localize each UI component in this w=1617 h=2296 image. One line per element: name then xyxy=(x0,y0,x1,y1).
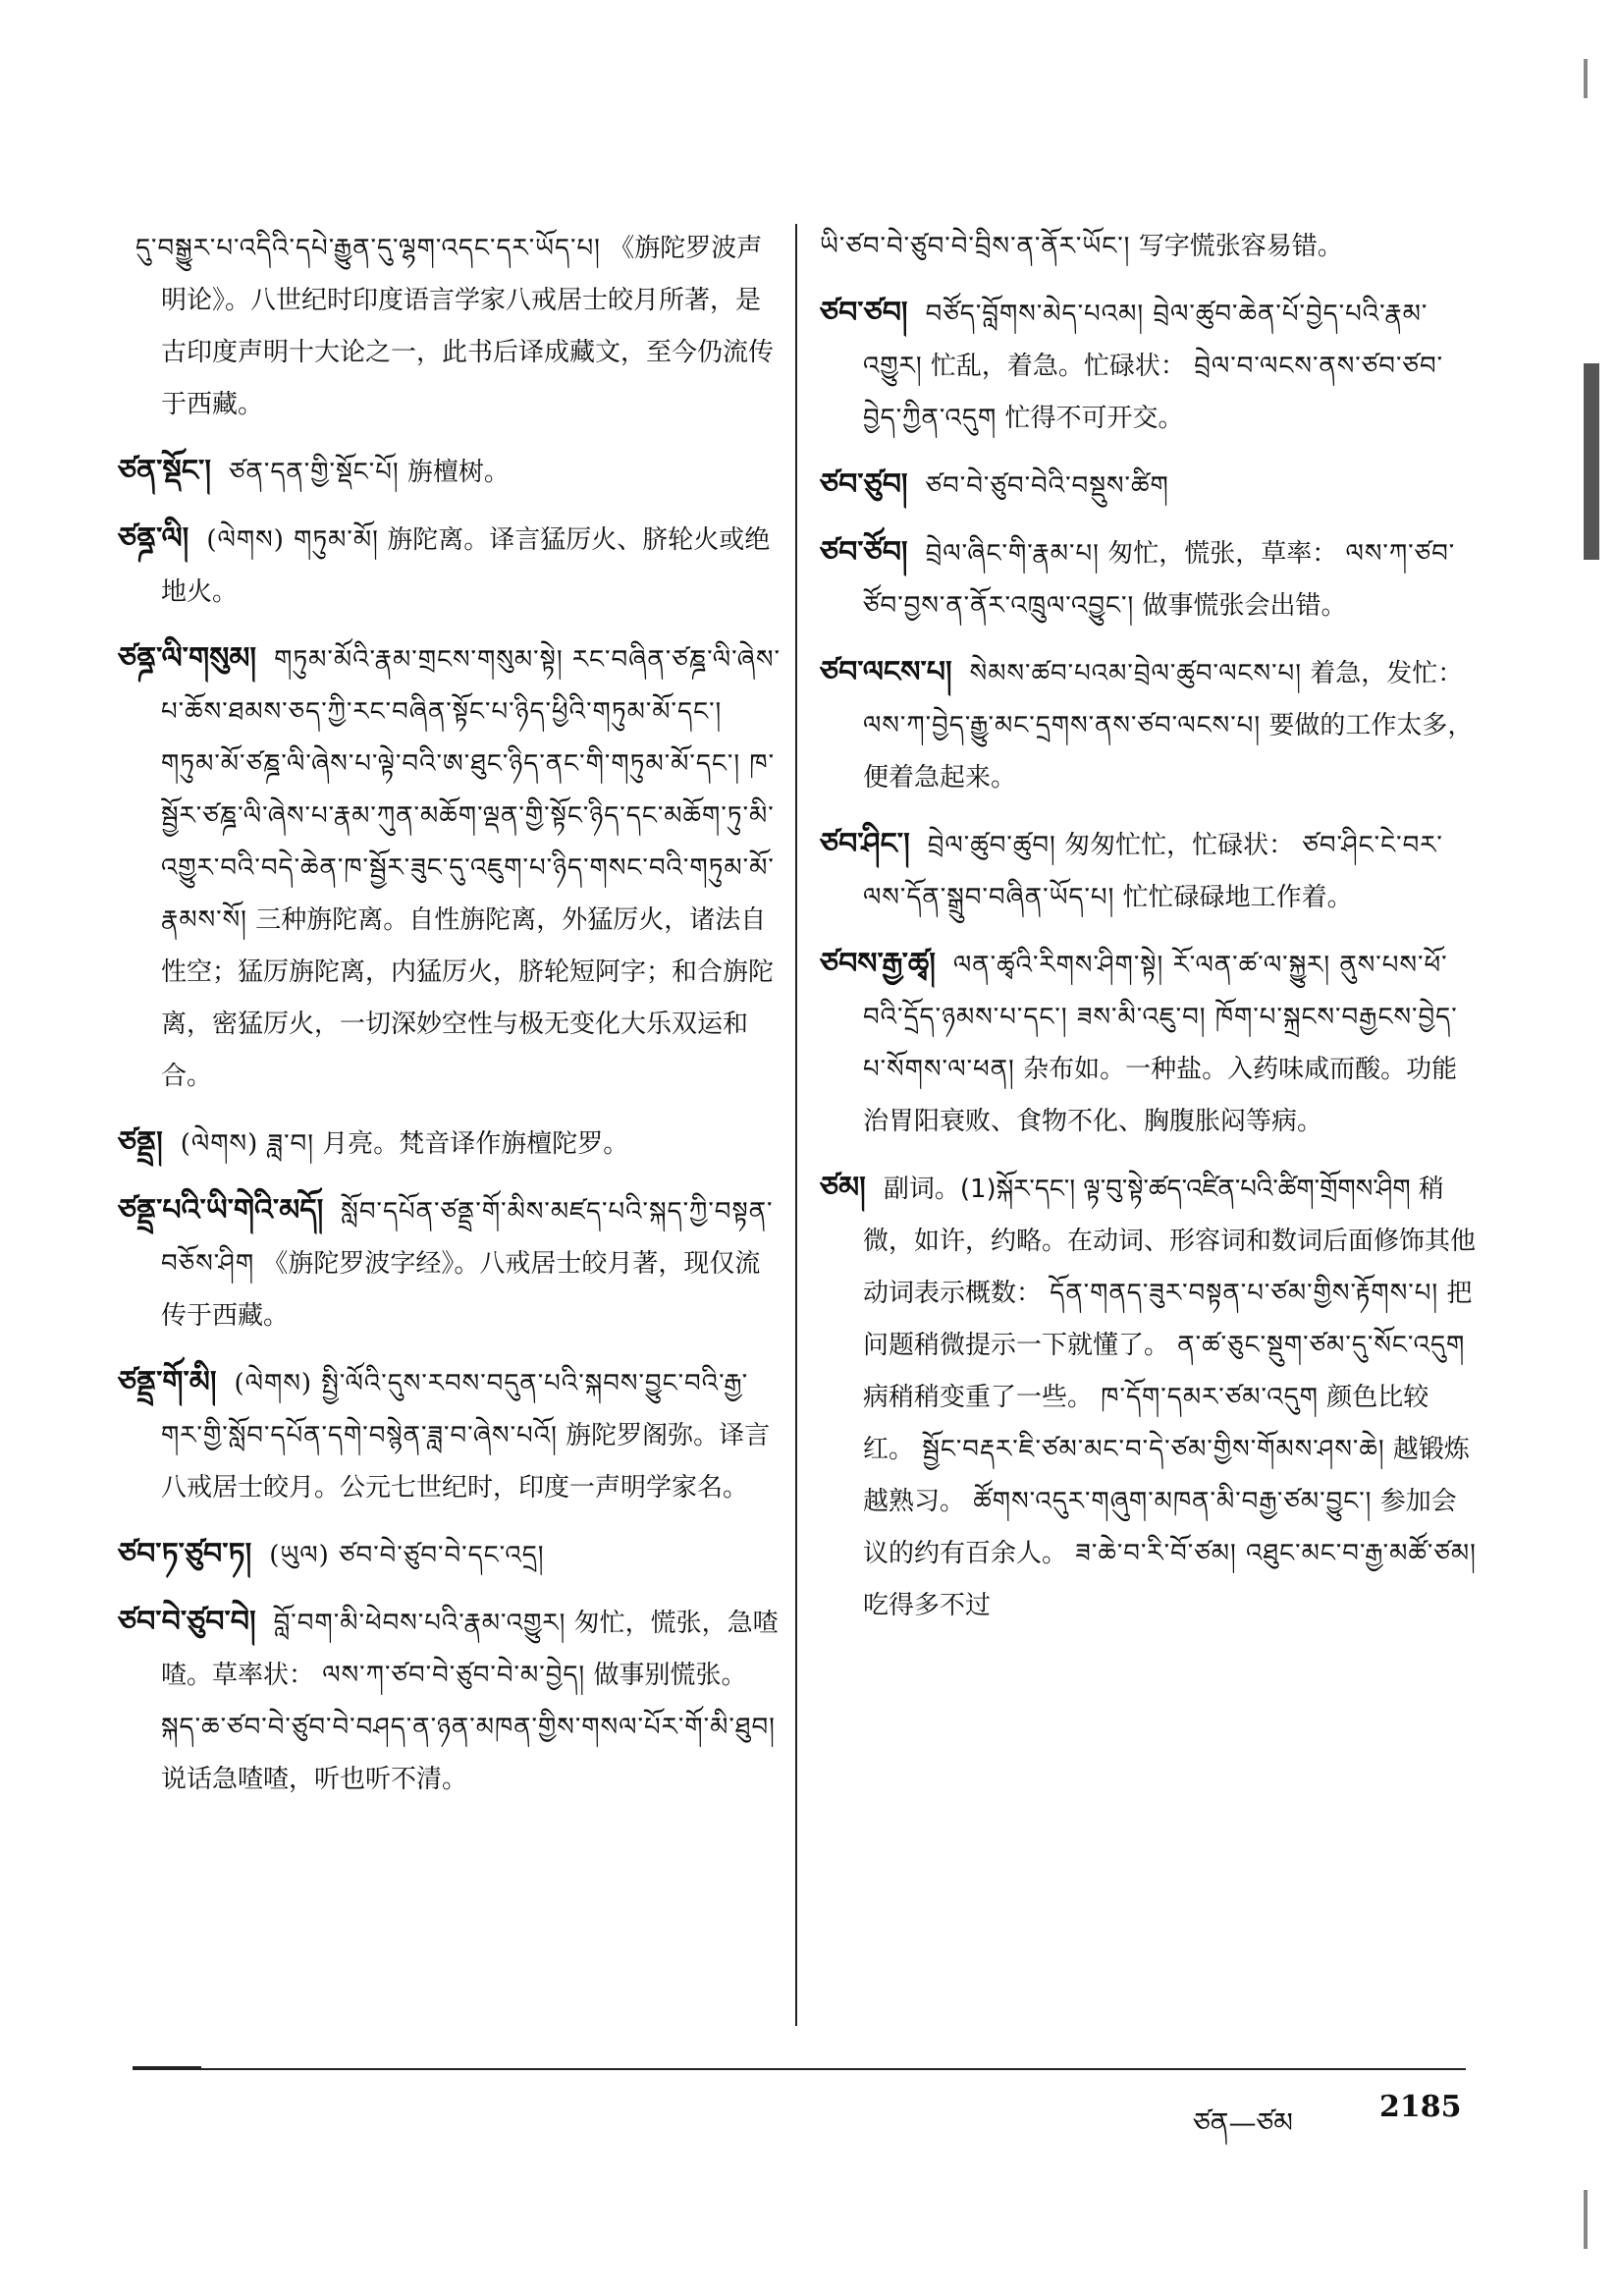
tibetan-example: ཟ་ཆེ་བ་རི་བོ་ཙམ། འཐུང་མང་བ་རྒྱ་མཚོ་ཙམ། xyxy=(1075,1539,1477,1568)
chinese-definition: 匆忙，慌张，急喳喳。草率状： xyxy=(161,1609,779,1690)
chinese-definition: 杂布如。一种盐。入药味咸而酸。功能治胃阳衰败、食物不化、胸腹胀闷等病。 xyxy=(863,1055,1458,1136)
dictionary-entry xyxy=(820,646,1478,804)
dictionary-entry xyxy=(820,221,1478,273)
dictionary-entry xyxy=(820,526,1478,632)
entry-headword: ཙནྡྲ། xyxy=(118,1125,163,1160)
chinese-definition: 忙乱，着急。忙碌状： xyxy=(930,352,1186,381)
chinese-example: 要做的工作太多，便着急起来。 xyxy=(863,711,1474,793)
tibetan-definition: དུ་བསྒྱུར་པ་འདིའི་དཔེ་རྒྱུན་དུ་ལྷག་འདང་དར་ཡོད་པ། xyxy=(135,234,601,263)
tibetan-definition: (ཡུལ) ཙབ་བེ་ཙུབ་བེ་དང་འདྲ། xyxy=(269,1541,545,1570)
tibetan-example: ལས་ཀ་བྱེད་རྒྱུ་མང་དྲགས་ནས་ཙབ་ལངས་པ། xyxy=(863,711,1262,740)
entry-headword: ཙབ་ཙོབ། xyxy=(820,535,908,570)
entry-headword: ཙནྡྲ་པའི་ཡི་གེའི་མདོ། xyxy=(118,1193,324,1228)
chinese-definition: 月亮。梵音译作旃檀陀罗。 xyxy=(322,1129,629,1159)
chinese-example: 说话急喳喳，听也听不清。 xyxy=(161,1765,468,1794)
tibetan-example: ཙབ་ཤིང་ངེ་བར་ལས་དོན་སྒྲུབ་བཞིན་ཡོད་པ། xyxy=(863,831,1443,912)
dictionary-entry xyxy=(118,1596,785,1806)
dictionary-entry xyxy=(118,1528,785,1582)
chinese-definition: 《旃陀罗波字经》。八戒居士皎月著，现仅流传于西藏。 xyxy=(161,1249,761,1331)
scan-edge-mark xyxy=(1584,2190,1588,2249)
tibetan-definition: ལན་ཚྭའི་རིགས་ཤིག་སྟེ། རོ་ལན་ཚ་ལ་སྐྱུར། ནུས་པས་ཕོ་བའི་དྲོད་ཉམས་པ་དང་། ཟས་མི་འཇུ་བ། ཁོག་པ་སྐྲངས་བརྒྱངས་བྱེད་པ་སོགས་ལ་ཕན། xyxy=(863,951,1458,1084)
entry-headword: ཙབ་བེ་ཙུབ་བེ། xyxy=(118,1605,256,1639)
entry-headword: ཙནྡྲ་གོ་མི། xyxy=(118,1365,217,1399)
tibetan-example: སྦྱོང་བརྡར་ཇི་ཙམ་མང་བ་དེ་ཙམ་གྱིས་གོམས་ཤས་ཆེ། xyxy=(922,1435,1385,1464)
chinese-definition: 匆匆忙忙，忙碌状： xyxy=(1064,831,1295,860)
tibetan-example: ལས་ཀ་ཙབ་བེ་ཙུབ་བེ་མ་བྱེད། xyxy=(322,1661,586,1690)
dictionary-entry xyxy=(118,221,785,431)
page-range: ཙན—ཙམ xyxy=(1193,2106,1293,2139)
dictionary-entry xyxy=(820,287,1478,445)
chinese-example: 忙得不可开交。 xyxy=(1004,404,1184,433)
entry-headword: ཙམ། xyxy=(820,1171,866,1205)
tibetan-example: ཚོགས་འདུར་གཞུག་མཁན་མི་བརྒྱ་ཙམ་བྱུང་། xyxy=(973,1487,1373,1516)
tibetan-example: དོན་གནད་ཟུར་བསྟན་པ་ཙམ་གྱིས་རྟོགས་པ། xyxy=(1050,1279,1439,1308)
page-number: 2185 xyxy=(1379,2090,1462,2124)
tibetan-example: བྲེལ་བ་ལངས་ནས་ཙབ་ཙབ་བྱེད་ཀྱིན་འདུག xyxy=(863,352,1444,433)
left-column xyxy=(118,221,785,1806)
tibetan-definition: སློབ་དཔོན་ཙནྡྲ་གོ་མིས་མཛད་པའི་སྐད་ཀྱི་བསྟན་བཅོས་ཤིག xyxy=(161,1197,774,1279)
entry-headword: ཙནྜ་ལི། xyxy=(118,521,189,556)
dictionary-entry xyxy=(118,1184,785,1342)
chinese-example: 做事别慌张。 xyxy=(593,1661,747,1690)
tibetan-definition: བྲེལ་ཚུབ་ཚུབ། xyxy=(927,831,1056,860)
chinese-example: 做事慌张会出错。 xyxy=(1142,591,1347,621)
tibetan-example: ཡི་ཙབ་བེ་ཙུབ་བེ་བྲིས་ན་ནོར་ཡོང་། xyxy=(820,232,1131,261)
chinese-example: 吃得多不过 xyxy=(863,1591,992,1620)
chinese-example: 病稍稍变重了一些。 xyxy=(863,1383,1094,1412)
chinese-example: 忙忙碌碌地工作着。 xyxy=(1122,883,1353,912)
dictionary-entry xyxy=(118,445,785,499)
entry-headword: ཙབས་རྒྱ་ཚྭ། xyxy=(820,947,936,981)
chinese-example: 参加会议的约有百余人。 xyxy=(863,1487,1457,1568)
tibetan-definition: ཙབ་བེ་ཙུབ་བེའི་བསྡུས་ཚིག xyxy=(925,471,1169,501)
tibetan-example: ལས་ཀ་ཙབ་ཙོབ་བྱས་ན་ནོར་འཁྲུལ་འབྱུང་། xyxy=(863,539,1456,621)
tibetan-definition: བྲེལ་ཞིང་གི་རྣམ་པ། xyxy=(925,539,1100,569)
tibetan-definition: (ལེགས) གཏུམ་མོ། xyxy=(206,525,379,555)
tibetan-definition: ཙན་དན་གྱི་སྡོང་པོ། xyxy=(229,458,400,487)
entry-headword: ཙབ་ཙུབ། xyxy=(820,467,908,502)
footer-rule xyxy=(133,2068,1466,2070)
entry-headword: ཙབ་ཙབ། xyxy=(820,296,908,330)
entry-headword: ཙབ་ཤིང་། xyxy=(820,827,910,861)
chinese-definition: 旃檀树。 xyxy=(406,458,510,487)
chinese-example: 把问题稍微提示一下就懂了。 xyxy=(863,1279,1473,1360)
column-divider xyxy=(795,224,797,2026)
chinese-definition-detail: 稍微，如许，约略。在动词、形容词和数词后面修饰其他动词表示概数： xyxy=(863,1175,1477,1308)
dictionary-entry xyxy=(820,818,1478,924)
tibetan-definition: གཏུམ་མོའི་རྣམ་གྲངས་གསུམ་སྟེ། རང་བཞིན་ཙཎྜ་ལི་ཞེས་པ་ཆོས་ཐམས་ཅད་ཀྱི་རང་བཞིན་སྟོང་པ་ཉིད་ཕྱིའི་གཏུམ་མོ་དང་། གཏུམ་མོ་ཙཎྜ་ལི་ཞེས་པ་ལྟེ་བའི་ཨ་ཐུང་ཉིད་ནང་གི་གཏུམ་མོ་དང་། ཁ་སྦྱོར་ཙཎྜ་ལི་ཞེས་པ་རྣམ་ཀུན་མཆོག་ལྡན་གྱི་སྟོང་ཉིད་དང་མཆོག་ཏུ་མི་འགྱུར་བའི་བདེ་ཆེན་ཁ་སྦྱོར་ཟུང་དུ་འཇུག་པ་ཉིད་གསང་བའི་གཏུམ་མོ་རྣམས་སོ། xyxy=(161,645,781,935)
entry-headword: ཙན་སྡོང་། xyxy=(118,454,212,488)
dictionary-entry xyxy=(820,459,1478,513)
chinese-definition: 匆忙，慌张，草率： xyxy=(1107,539,1338,569)
entry-headword: ཙབ་ལངས་པ། xyxy=(820,655,952,689)
chinese-example: 颜色比较红。 xyxy=(863,1383,1429,1464)
chinese-definition: 副词。(1)སྐོར་དང་། ལྟ་བུ་སྟེ་ཚད་འཛིན་པའི་ཚིག་གྲོགས་ཤིག xyxy=(883,1175,1411,1204)
chinese-definition: 三种旃陀离。自性旃陀离，外猛厉火，诸法自性空；猛厉旃陀离，内猛厉火，脐轮短阿字；和合旃陀离，密猛厉火，一切深妙空性与极无变化大乐双运和合。 xyxy=(161,905,775,1091)
chinese-example: 写字慌张容易错。 xyxy=(1138,232,1343,261)
scan-edge-mark xyxy=(1584,59,1588,98)
tibetan-definition: བཙོད་བློགས་མེད་པའམ། བྲེལ་ཚུབ་ཆེན་པོ་བྱེད་པའི་རྣམ་འགྱུར། xyxy=(863,300,1428,381)
tibetan-example: ཁ་དོག་དམར་ཙམ་འདུག xyxy=(1101,1383,1319,1412)
chinese-definition: 《旃陀罗波声明论》。八世纪时印度语言学家八戒居士皎月所著，是古印度声明十大论之一，此书后译成藏文，至今仍流传于西藏。 xyxy=(161,234,775,419)
scan-edge-mark xyxy=(1584,363,1599,560)
tibetan-example: ན་ཚ་ཅུང་སྡུག་ཙམ་དུ་སོང་འདུག xyxy=(1177,1331,1466,1360)
tibetan-definition: (ལེགས) ཟླ་བ། xyxy=(180,1129,314,1159)
dictionary-entry xyxy=(820,1162,1478,1632)
tibetan-definition: (ལེགས) སྤྱི་ལོའི་དུས་རབས་བདུན་པའི་སྐབས་བྱུང་བའི་རྒྱ་གར་གྱི་སློབ་དཔོན་དགེ་བསྙེན་ཟླ་བ་ཞེས་པའོ། xyxy=(161,1369,749,1450)
entry-headword: ཙབ་ཏ་ཙུབ་ཏ། xyxy=(118,1537,252,1571)
right-column xyxy=(820,221,1478,1632)
chinese-definition: 着急，发忙： xyxy=(1310,659,1464,688)
dictionary-entry xyxy=(118,1117,785,1171)
entry-headword: ཙནྜ་ལི་གསུམ། xyxy=(118,641,257,676)
chinese-definition: 旃陀罗阁弥。译言八戒居士皎月。公元七世纪时，印度一声明学家名。 xyxy=(161,1421,771,1503)
dictionary-entry xyxy=(820,938,1478,1148)
dictionary-entry xyxy=(118,513,785,619)
tibetan-definition: སེམས་ཚབ་པའམ་བྲེལ་ཚུབ་ལངས་པ། xyxy=(969,659,1302,688)
chinese-definition: 旃陀离。译言猛厉火、脐轮火或绝地火。 xyxy=(161,525,771,607)
dictionary-entry xyxy=(118,632,785,1103)
tibetan-example: སྐད་ཆ་ཙབ་བེ་ཙུབ་བེ་བཤད་ན་ཉན་མཁན་གྱིས་གསལ་པོར་གོ་མི་ཐུབ། xyxy=(161,1713,776,1742)
tibetan-definition: བློ་བག་མི་ཕེབས་པའི་རྣམ་འགྱུར། xyxy=(273,1609,566,1638)
dictionary-entry xyxy=(118,1356,785,1514)
chinese-example: 越锻炼越熟习。 xyxy=(863,1435,1470,1516)
